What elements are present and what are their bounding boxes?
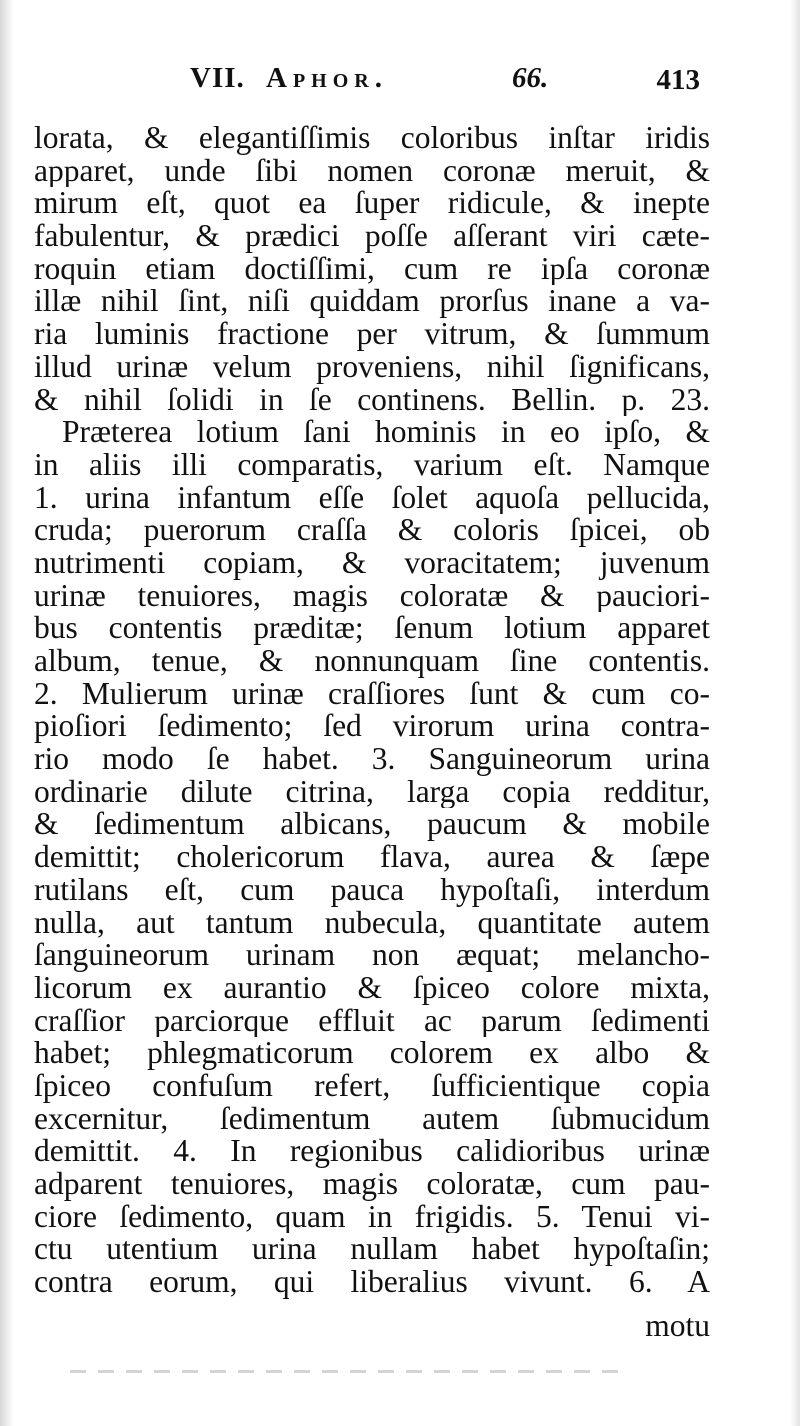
text-line: ordinarie dilute citrina, larga copia redditur, [34,775,710,809]
text-line: in aliis illi comparatis, varium eſt. Namque [34,448,710,482]
text-line: contra eorum, qui liberalius vivunt. 6. A [34,1266,710,1299]
body-text [34,122,710,1299]
text-line: illud urinæ velum proveniens, nihil ſignificans, [34,350,710,384]
text-line: demittit. 4. In regionibus calidioribus urinæ [34,1135,710,1168]
text-line: apparet, unde ſibi nomen coronæ meruit, & [34,154,710,188]
text-line: bus contentis præditæ; ſenum lotium apparet [34,612,710,645]
paragraph-first-line: Præterea lotium ſani hominis in eo ipſo, & [62,416,710,449]
text-line: cruda; puerorum craſſa & coloris ſpicei, ob [34,514,710,547]
text-line: roquin etiam doctiſſimi, cum re ipſa coronæ [34,252,710,286]
aphorism-number: 66. [512,62,549,94]
page-edge-shadow [790,0,800,1426]
text-line: ctu utentium urina nullam habet hypoſtaſin; [34,1233,710,1267]
text-line: nutrimenti copiam, & voracitatem; juvenum [34,546,710,580]
running-head [34,58,710,118]
page-gutter-shadow [0,0,14,1426]
text-line: urinæ tenuiores, magis coloratæ & pauciori- [34,579,710,613]
text-line: licorum ex aurantio & ſpiceo colore mixta, [34,971,710,1005]
text-line: & ſedimentum albicans, paucum & mobile [34,808,710,842]
text-line: rio modo ſe habet. 3. Sanguineorum urina [34,743,710,776]
text-line: album, tenue, & nonnunquam ſine contentis. [34,645,710,678]
book-page [34,58,710,1398]
text-line: 1. urina infantum eſſe ſolet aquoſa pellucida, [34,481,710,515]
text-line: nulla, aut tantum nubecula, quantitate autem [34,906,710,940]
text-line: pioſiori ſedimento; ſed virorum urina contra- [34,710,710,744]
bleed-through-marks [70,1370,630,1373]
text-line: mirum eſt, quot ea ſuper ridicule, & inepte [34,187,710,221]
text-line: craſſior parciorque effluit ac parum ſedimenti [34,1004,710,1038]
text-line: ria luminis fractione per vitrum, & ſummum [34,318,710,351]
text-line: lorata, & elegantiſſimis coloribus inſtar iridis [34,122,710,155]
text-line: rutilans eſt, cum pauca hypoſtaſi, interdum [34,873,710,907]
text-line: habet; phlegmaticorum colorem ex albo & [34,1037,710,1070]
text-line: 2. Mulierum urinæ craſſiores ſunt & cum co- [34,677,710,711]
text-line: demittit; cholericorum flava, aurea & ſæpe [34,841,710,874]
chapter-number: VII. [190,62,245,94]
text-line: ſpiceo confuſum refert, ſufficientique copia [34,1069,710,1103]
text-line: ſanguineorum urinam non æquat; melancho- [34,939,710,972]
text-line: ciore ſedimento, quam in frigidis. 5. Tenui vi- [34,1200,710,1234]
running-title: Aphor. [266,62,388,94]
text-line: & nihil ſolidi in ſe continens. Bellin. p. 23. [34,383,710,417]
text-line: excernitur, ſedimentum autem ſubmucidum [34,1102,710,1136]
text-line: fabulentur, & prædici poſſe aſſerant viri cæte- [34,220,710,253]
catchword: motu [645,1308,710,1343]
text-line: illæ nihil ſint, niſi quiddam prorſus inane a va- [34,285,710,319]
text-line: adparent tenuiores, magis coloratæ, cum pau- [34,1168,710,1201]
page-number: 413 [656,64,700,96]
